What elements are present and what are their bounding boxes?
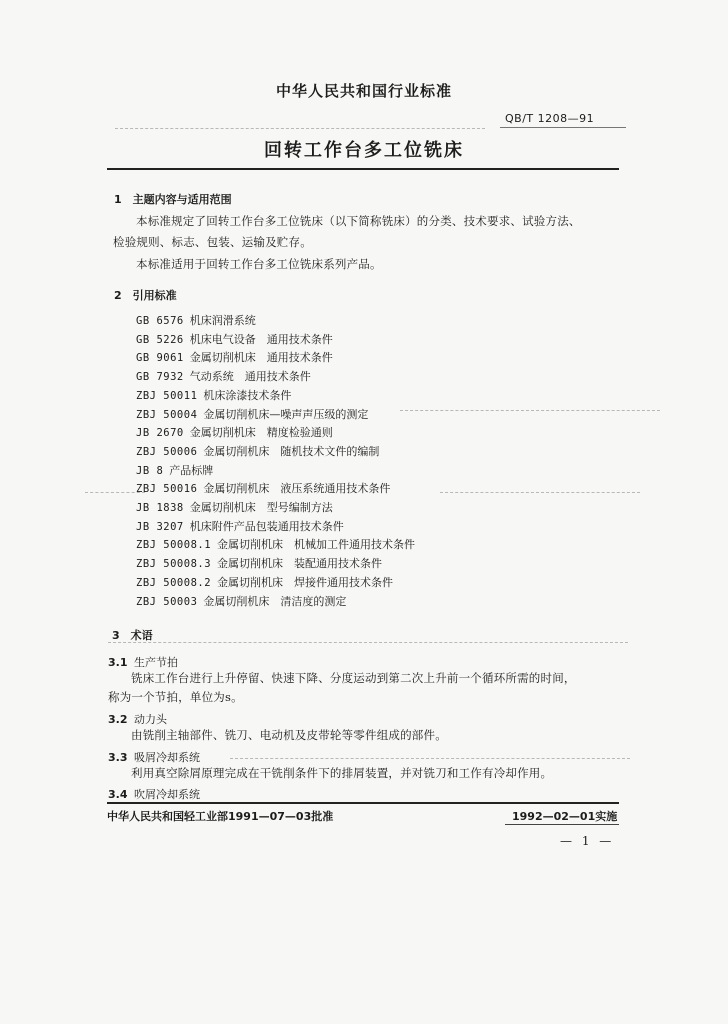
reference-title: 金属切削机床 清洁度的测定 bbox=[203, 594, 347, 608]
reference-title: 金属切削机床 机械加工件通用技术条件 bbox=[217, 538, 416, 552]
term-number: 3.3 bbox=[108, 751, 128, 764]
section-1-para2: 本标准适用于回转工作台多工位铣床系列产品。 bbox=[136, 257, 382, 271]
margin-dash-rule bbox=[400, 410, 660, 411]
margin-dash-rule bbox=[230, 758, 630, 759]
section-2-heading: 2 引用标准 bbox=[114, 289, 177, 302]
term-3-2-heading bbox=[108, 708, 167, 727]
reference-code: ZBJ 50008.1 bbox=[136, 539, 212, 552]
reference-title: 金属切削机床 精度检验通则 bbox=[189, 426, 333, 440]
code-underline bbox=[500, 127, 626, 128]
reference-title: 金属切削机床 随机技术文件的编制 bbox=[203, 444, 380, 458]
term-number: 3.2 bbox=[108, 713, 128, 726]
reference-code: JB 2670 bbox=[136, 427, 184, 440]
margin-dash-rule bbox=[440, 492, 640, 493]
term-3-3-body: 利用真空除屑原理完成在干铣削条件下的排屑装置，并对铣刀和工作有冷却作用。 bbox=[131, 766, 553, 780]
term-number: 3.4 bbox=[108, 788, 128, 801]
term-3-4-heading bbox=[108, 783, 200, 802]
reference-code: ZBJ 50003 bbox=[136, 595, 198, 608]
term-name: 动力头 bbox=[134, 713, 167, 726]
reference-code: ZBJ 50004 bbox=[136, 408, 198, 421]
reference-item bbox=[136, 459, 213, 478]
reference-item bbox=[136, 515, 344, 534]
effective-underline bbox=[505, 824, 619, 825]
reference-title: 机床涂漆技术条件 bbox=[203, 388, 292, 402]
reference-item bbox=[136, 309, 256, 328]
reference-code: ZBJ 50008.3 bbox=[136, 558, 212, 571]
reference-item bbox=[136, 477, 390, 496]
section-3-heading: 3 术语 bbox=[112, 629, 153, 642]
reference-code: ZBJ 50011 bbox=[136, 389, 198, 402]
reference-item bbox=[136, 496, 333, 515]
term-3-1-line2: 称为一个节拍，单位为s。 bbox=[108, 690, 243, 704]
reference-item bbox=[136, 384, 291, 403]
standard-code: QB/T 1208—91 bbox=[505, 112, 595, 125]
reference-title: 机床附件产品包装通用技术条件 bbox=[189, 519, 344, 533]
footer-rule bbox=[107, 802, 619, 804]
reference-item bbox=[136, 440, 379, 459]
reference-item bbox=[136, 571, 393, 590]
section-1-heading: 1 主题内容与适用范围 bbox=[114, 193, 232, 206]
term-name: 吸屑冷却系统 bbox=[134, 751, 200, 764]
reference-code: GB 5226 bbox=[136, 333, 184, 346]
reference-title: 金属切削机床 装配通用技术条件 bbox=[217, 557, 383, 571]
reference-title: 金属切削机床 型号编制方法 bbox=[189, 501, 333, 514]
reference-title: 产品标牌 bbox=[169, 463, 214, 477]
term-3-2-body: 由铣削主轴部件、铣刀、电动机及皮带轮等零件组成的部件。 bbox=[131, 728, 447, 742]
reference-item bbox=[136, 365, 311, 384]
approval-line: 中华人民共和国轻工业部1991—07—03批准 bbox=[107, 810, 334, 823]
term-3-1-line1: 铣床工作台进行上升停留、快速下降、分度运动到第二次上升前一个循环所需的时间， bbox=[131, 671, 576, 685]
reference-code: JB 8 bbox=[136, 464, 164, 477]
reference-item bbox=[136, 403, 368, 422]
reference-title: 机床润滑系统 bbox=[189, 314, 256, 327]
term-name: 吹屑冷却系统 bbox=[134, 788, 200, 801]
reference-title: 机床电气设备 通用技术条件 bbox=[189, 332, 333, 346]
reference-item bbox=[136, 328, 333, 347]
section-1-para1-line2: 检验规则、标志、包装、运输及贮存。 bbox=[113, 235, 312, 249]
margin-dash-rule bbox=[85, 492, 145, 493]
reference-code: GB 7932 bbox=[136, 371, 184, 384]
reference-code: GB 6576 bbox=[136, 315, 184, 327]
issuer-heading: 中华人民共和国行业标准 bbox=[275, 82, 452, 100]
reference-item bbox=[136, 421, 333, 440]
section-1-para1-line1: 本标准规定了回转工作台多工位铣床（以下简称铣床）的分类、技术要求、试验方法、 bbox=[136, 214, 581, 228]
reference-code: ZBJ 50006 bbox=[136, 445, 198, 458]
reference-title: 金属切削机床 液压系统通用技术条件 bbox=[203, 482, 391, 496]
effective-date: 1992—02—01实施 bbox=[512, 810, 618, 823]
reference-title: 气动系统 通用技术条件 bbox=[189, 370, 311, 384]
term-name: 生产节拍 bbox=[134, 656, 178, 669]
page-title: 回转工作台多工位铣床 bbox=[264, 140, 464, 161]
reference-title: 金属切削机床 通用技术条件 bbox=[189, 351, 333, 365]
reference-item bbox=[136, 346, 333, 365]
reference-code: ZBJ 50016 bbox=[136, 483, 198, 496]
reference-code: JB 3207 bbox=[136, 520, 184, 533]
header-dash-rule bbox=[115, 128, 485, 129]
reference-item bbox=[136, 590, 346, 609]
term-3-3-heading bbox=[108, 746, 200, 765]
term-3-1-heading bbox=[108, 651, 178, 670]
term-number: 3.1 bbox=[108, 656, 128, 669]
page-number: — 1 — bbox=[560, 834, 615, 848]
reference-title: 金属切削机床—噪声声压级的测定 bbox=[203, 407, 369, 421]
title-rule bbox=[107, 168, 619, 170]
reference-item bbox=[136, 552, 382, 571]
reference-item bbox=[136, 533, 415, 552]
reference-code: JB 1838 bbox=[136, 502, 184, 514]
reference-title: 金属切削机床 焊接件通用技术条件 bbox=[217, 575, 394, 589]
reference-code: ZBJ 50008.2 bbox=[136, 576, 212, 589]
section-dash-rule bbox=[108, 642, 628, 643]
reference-code: GB 9061 bbox=[136, 352, 184, 365]
